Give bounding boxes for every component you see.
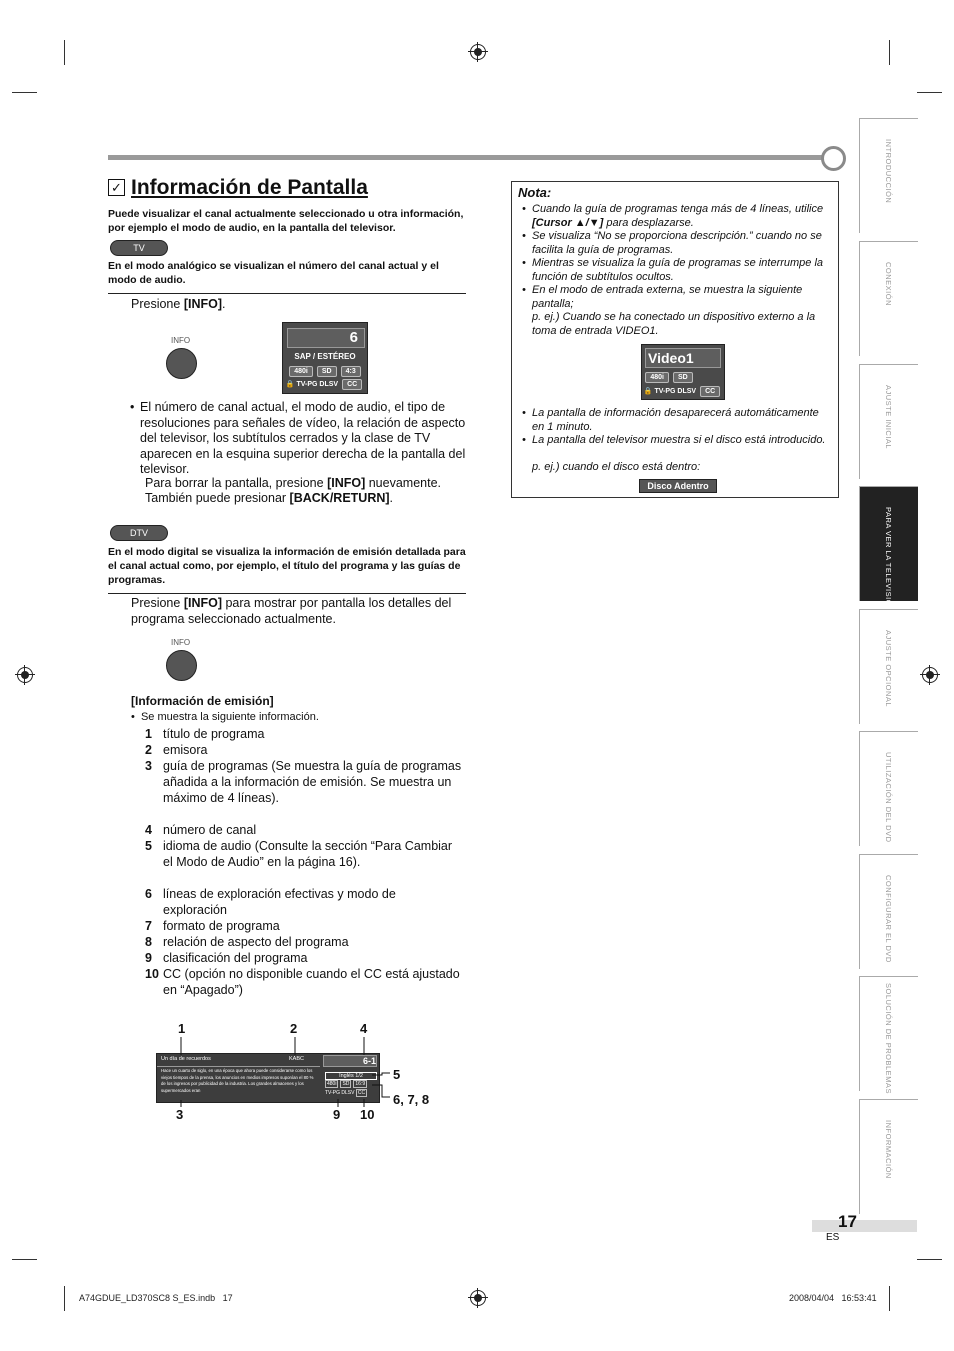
tab-para-ver-la-television[interactable]: PARA VER LA TELEVISIÓN	[859, 486, 918, 601]
callout-lines	[150, 1015, 450, 1130]
osd-guide: Hace un cuarto de siglo, en una época que ahora puede considerarse como los viejos tiempos de la prensa, los anuncios en medios impresos suponían el 80 % de los ingresos por publicidad de la industria. Los grandes almacenes y los supermercados eran	[161, 1068, 314, 1093]
osd-chip: 480i	[645, 372, 669, 383]
osd-audio: Inglés 1/2	[325, 1072, 377, 1080]
osd-chip: 480i	[289, 366, 313, 377]
language-code: ES	[826, 1232, 840, 1243]
dtv-subheading: [Información de emisión]	[131, 694, 274, 708]
osd-rating: TV-PG DLSV	[325, 1090, 355, 1096]
osd-rating-row	[642, 386, 724, 397]
callout-6-7-8: 6, 7, 8	[393, 1092, 430, 1107]
osd-cc: CC	[357, 1090, 366, 1096]
footer-timestamp: 2008/04/04 16:53:41	[789, 1293, 877, 1303]
osd-cc: CC	[700, 386, 720, 397]
dtv-press-instruction: Presione [INFO] para mostrar por pantalla los detalles del programa seleccionado actualmente.	[131, 596, 452, 626]
note-item: • Mientras se visualiza la guía de programas se interrumpe la función de subtítulos ocultos.	[522, 257, 824, 283]
dtv-bold-text: En el modo digital se visualiza la información de emisión detallada para el canal actual como, por ejemplo, el título del programa y las guías de programas.	[108, 546, 466, 586]
note-example: p. ej.) cuando el disco está dentro:	[532, 461, 701, 473]
callout-9: 9	[333, 1107, 341, 1122]
tab-configurar-el-dvd[interactable]: CONFIGURAR EL DVD	[859, 854, 918, 969]
osd-video-title: Video1	[645, 348, 721, 368]
tv-badge: TV	[110, 240, 168, 256]
callout-10: 10	[360, 1107, 375, 1122]
tab-ajuste-opcional[interactable]: AJUSTE OPCIONAL	[859, 609, 918, 724]
osd-chip: SD	[317, 366, 337, 377]
registration-mark-top	[470, 44, 486, 60]
osd-rating-row	[283, 379, 367, 390]
tv-note1: Para borrar la pantalla, presione [INFO] nuevamente.	[145, 476, 441, 490]
dtv-badge: DTV	[110, 525, 168, 541]
note-box	[511, 181, 839, 498]
registration-mark-right	[922, 667, 938, 683]
note-item: • En el modo de entrada externa, se muestra la siguiente pantalla;	[522, 284, 803, 310]
disc-inside-label: Disco Adentro	[639, 479, 717, 493]
checkbox-icon: ✓	[108, 179, 125, 196]
note-item: • Se visualiza “No se proporciona descripción.” cuando no se facilita la guía de programas.	[522, 230, 822, 256]
dtv-bullet: • Se muestra la siguiente información.	[131, 711, 319, 723]
tv-osd	[282, 322, 368, 394]
registration-mark-bottom	[470, 1290, 486, 1306]
callout-2: 2	[290, 1021, 298, 1036]
osd-station: KABC	[289, 1056, 304, 1062]
osd-chip: SD	[673, 372, 693, 383]
lock-icon: 🔒	[285, 381, 295, 388]
tab-solucion-de-problemas[interactable]: SOLUCIÓN DE PROBLEMAS	[859, 976, 918, 1091]
note-example: p. ej.) Cuando se ha conectado un dispositivo externo a la toma de entrada VIDEO1.	[532, 311, 816, 337]
osd-chip: 16:9	[355, 1081, 366, 1087]
divider	[108, 293, 466, 294]
osd-rating: TV-PG DLSV	[654, 388, 697, 395]
osd-cc: CC	[342, 379, 362, 390]
top-rule-circle	[821, 146, 846, 171]
video-osd	[641, 344, 725, 400]
osd-chips	[642, 372, 696, 383]
osd-chip: SD	[342, 1081, 350, 1087]
dtv-osd-diagram	[150, 1015, 450, 1130]
tab-utilizacion-del-dvd[interactable]: UTILIZACIÓN DEL DVD	[859, 731, 918, 846]
osd-program-title: Un día de recuerdos	[161, 1056, 211, 1062]
osd-chip: 4:3	[341, 366, 361, 377]
tv-bullet: • El número de canal actual, el modo de audio, el tipo de resoluciones para señales de vídeo, la relación de aspecto del televisor, los subtítulos cerrados y la clase de TV aparecen en la esquina superior derecha de la pantalla del televisor.	[130, 400, 466, 476]
tab-informacion[interactable]: INFORMACIÓN	[859, 1099, 918, 1214]
note-title: Nota:	[518, 185, 552, 200]
tv-press-instruction: Presione [INFO].	[131, 297, 226, 311]
top-rule	[108, 155, 826, 160]
info-button-label: INFO	[171, 336, 191, 345]
callout-5: 5	[393, 1067, 401, 1082]
registration-mark-left	[17, 667, 33, 683]
page-number-bar	[812, 1220, 917, 1232]
osd-channel: 6-1	[323, 1055, 377, 1067]
callout-1: 1	[178, 1021, 186, 1036]
tv-bold-text: En el modo analógico se visualizan el número del canal actual y el modo de audio.	[108, 260, 439, 286]
osd-chip: 480i	[327, 1081, 337, 1087]
callout-3: 3	[176, 1107, 184, 1122]
osd-channel: 6	[287, 328, 365, 348]
osd-chips	[283, 366, 367, 377]
note-item: • La pantalla del televisor muestra si el disco está introducido.	[522, 434, 826, 446]
info-button-label: INFO	[171, 638, 191, 647]
page-title: ✓ Información de Pantalla	[108, 176, 368, 200]
divider	[108, 593, 466, 594]
intro-text: Puede visualizar el canal actualmente seleccionado u otra información, por ejemplo el modo de audio, en la pantalla del televisor.	[108, 208, 464, 234]
page-number: 17	[838, 1212, 857, 1231]
tab-conexion[interactable]: CONEXIÓN	[859, 241, 918, 356]
osd-rating: TV-PG DLSV	[296, 381, 339, 388]
osd-audio: SAP / ESTÉREO	[294, 352, 356, 361]
note-item: • Cuando la guía de programas tenga más de 4 líneas, utilice [Cursor ▲/▼] para desplazarse.	[522, 203, 824, 229]
tab-ajuste-inicial[interactable]: AJUSTE INICIAL	[859, 364, 918, 479]
lock-icon: 🔒	[643, 388, 653, 395]
info-button[interactable]	[166, 650, 197, 681]
footer-file: A74GDUE_LD370SC8 S_ES.indb 17	[79, 1293, 233, 1303]
note-item: • La pantalla de información desaparecerá automáticamente en 1 minuto.	[522, 407, 819, 433]
tv-note2: También puede presionar [BACK/RETURN].	[145, 491, 394, 505]
tab-introduccion[interactable]: INTRODUCCIÓN	[859, 118, 918, 233]
callout-4: 4	[360, 1021, 368, 1036]
info-button[interactable]	[166, 348, 197, 379]
